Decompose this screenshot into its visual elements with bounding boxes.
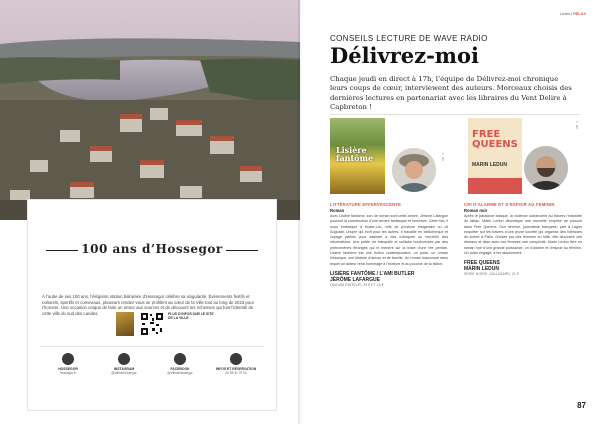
section-label: Livres — [559, 12, 571, 16]
review-text: Après le paradoxe basque, la violence outrancière au travers l’industrie du tabac, Marin Ledun décortique une nouvelle emprise de pouvoir dans Free Queens. Son héroïne, journaliste française, part à Lagos enquêter sur les travers d’une jeune société qui organise des hôtesses de soirée à Paris. Guidée par des femmes en lutte, elle découvre ces réseaux et tisse avec ces femmes une complicité. Marin Ledun livre un roman noir d’une grande puissance, cri d’alarme et d’espoir au féminin. Un polar engagé, à lire absolument. — [464, 214, 582, 256]
advert-title: 100 ans d’Hossegor — [28, 242, 276, 256]
contact-strip — [40, 346, 264, 399]
photo-credit: © DR — [441, 152, 445, 161]
review-text: Avec Lisière fantôme, son 4e roman sorti cette année, Jérôme Lafargue poursuit la construction d’une œuvre fantasque et inventive. Cette fois, il nous embarque à Hoste-Lac, ville de province imaginaire où vit Augustin Lespre qui écrit pour les autres. Il travaille en bibliothèque et voyage parfois pour assister à des colloques ou recueillir des informations. Une petite vie tranquille et solitaire bouleversée par des phénomènes étranges qui le mènent sur la trace d’une fée perdue. Lisière fantôme est une fiction contemporaine, un polar, un roman historique, une histoire d’amour et de famille. Un roman foisonnant dans lequel un auteur rend hommage à l’écriture et au pouvoir de la fiction. — [330, 214, 448, 266]
contact-value: 05 58 41 79 00 — [225, 371, 247, 375]
page-gutter — [298, 0, 302, 424]
contact-value: hossegor.fr — [60, 371, 76, 375]
author-portrait-lafargue — [392, 148, 436, 192]
contact-label: INFOS ET RÉSERVATION — [215, 367, 257, 371]
review-label: CRI D’ALARME ET D’ESPOIR AU FÉMININ — [464, 202, 555, 207]
section-magazine: RELAX — [573, 12, 586, 16]
review-column-ledun — [464, 202, 582, 276]
globe-icon — [62, 353, 74, 365]
page-number: 87 — [577, 401, 586, 410]
centenary-advert — [28, 200, 276, 410]
qr-code-icon[interactable] — [140, 312, 164, 336]
contact-website[interactable] — [46, 353, 90, 375]
aerial-town-photo — [0, 0, 300, 220]
book-title: FREE QUEENS — [464, 260, 500, 267]
advert-book-image — [116, 312, 134, 336]
instagram-icon — [118, 353, 130, 365]
contact-instagram[interactable] — [102, 353, 146, 375]
author-portrait-ledun — [524, 146, 568, 190]
contact-label: INSTAGRAM — [113, 367, 135, 371]
qr-caption: PLUS D’INFOS SUR LE SITE DE LA VILLE — [168, 312, 214, 321]
contact-label: HOSSEGOR — [58, 367, 78, 371]
book-cover-title: Lisière fantôme — [336, 145, 374, 163]
book-publisher: SÉRIE NOIRE, GALLIMARD, 21 € — [464, 272, 519, 277]
contact-facebook[interactable] — [158, 353, 202, 375]
page-title: Délivrez-moi — [330, 43, 479, 68]
book-author: MARIN LEDUN — [464, 266, 499, 273]
book-publisher: QUIDAM ÉDITEUR, 20 € ET 18 € — [330, 282, 384, 287]
contact-phone[interactable] — [214, 353, 258, 375]
kicker: CONSEILS LECTURE DE WAVE RADIO — [330, 34, 488, 43]
intro-paragraph: Chaque jeudi en direct à 17h, l’équipe de Délivrez-moi chronique leurs coups de cœur, interviewent des auteurs. Morceaux choisis des dernières lectures en partenariat avec les libraires du Vent Delire à Capbreton ! — [330, 75, 572, 112]
book-title: LISIÈRE FANTÔME / L’AMI BUTLER — [330, 270, 415, 277]
book-cover-free-queens — [468, 118, 522, 194]
contact-value: @villedehossegor — [167, 371, 193, 375]
right-page — [300, 0, 600, 424]
book-author: JÉRÔME LAFARGUE — [330, 276, 381, 283]
cover-band — [468, 178, 522, 194]
review-genre: Roman noir — [464, 208, 488, 213]
contact-value: @villedehossegor — [111, 371, 137, 375]
phone-icon — [230, 353, 242, 365]
book-cover-author: MARIN LEDUN — [472, 162, 507, 168]
book-cover-lisiere — [330, 118, 385, 194]
contact-label: FACEBOOK — [170, 367, 190, 371]
photo-credit: © DR — [575, 120, 579, 129]
section-header: Livres | RELAX — [559, 12, 586, 16]
book-cover-title: FREE QUEENS — [472, 129, 518, 150]
advert-body: À l’aube de ses 100 ans, l’élégante station balnéaire d’Hossegor célèbre sa singularité. Événements festifs et culturels, sportifs et conviviaux, plusieurs rendez-vous se profilent au cœur de la Ville tout au long de 2023 pour l’honorer. Une occasion unique de faire un retour aux sources et de découvrir les richesses qui font l’identité de cette ville du sud des Landes. — [42, 294, 255, 316]
review-column-lafargue — [330, 202, 448, 287]
review-genre: Roman — [330, 208, 345, 213]
facebook-icon — [174, 353, 186, 365]
divider — [330, 114, 580, 115]
review-label: LITTÉRATURE EFFERVESCENTE — [330, 202, 402, 207]
